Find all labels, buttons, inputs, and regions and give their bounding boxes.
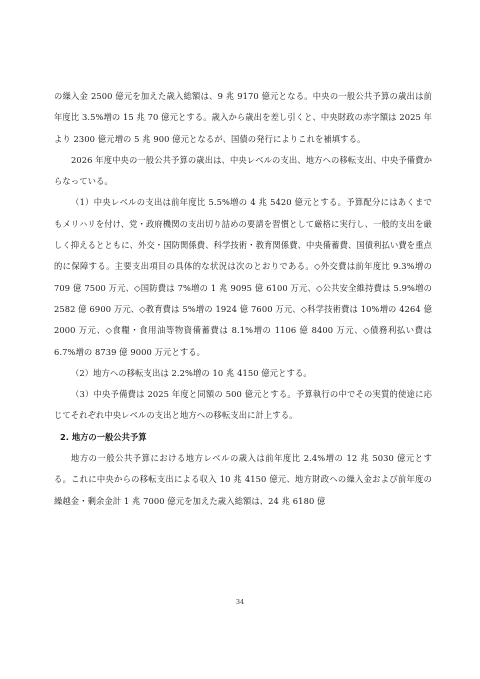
page-body [54,86,432,512]
section-heading: 2. 地方の一般公共予算 [60,431,147,442]
paragraph-local-budget: 地方の一般公共予算における地方レベルの歳入は前年度比 2.4%増の 12 兆 5030 億元とする。これに中央からの移転支出による収入 10 兆 4150 億元、地方財政への繰入金および前年度の繰越金・剰余金計 1 兆 7000 億元を加えた歳入総額は、24 兆 6180 億 [54,453,432,506]
paragraph-expenditure-overview: 2026 年度中央の一般公共予算の歳出は、中央レベルの支出、地方への移転支出、中央予備費からなっている。 [54,154,432,187]
paragraph-central-expenditure: （1）中央レベルの支出は前年度比 5.5%増の 4 兆 5420 億元とする。予算配分にはあくまでもメリハリを付け、党・政府機関の支出切り詰めの要請を習慣として厳格に実行し、一般的支出を厳しく抑えるとともに、外交・国防関係費、科学技術・教育関係費、中央備蓄費、国債利払い費を重点的に保障する。主要支出項目の具体的な状況は次のとおりである。◇外交費は前年度比 9.3%増の 709 億 7500 万元、◇国防費は 7%増の 1 兆 9095 億 6100 万元、◇公共安全維持費は 5.9%増の 2582 億 6900 万元、◇教育費は 5%増の 1924 億 7600 万元、◇科学技術費は 10%増の 4264 億 2000 万元、◇食糧・食用油等物資備蓄費は 8.1%増の 1106 億 8400 万元、◇債務利払い費は 6.7%増の 8739 億 9000 万元とする。 [54,197,432,357]
paragraph-transfer-expenditure: （2）地方への移転支出は 2.2%増の 10 兆 4150 億元とする。 [71,367,312,378]
page-number: 34 [235,598,245,606]
paragraph-reserve-fund: （3）中央予備費は 2025 年度と同額の 500 億元とする。予算執行の中でその実質的使途に応じてそれぞれ中央レベルの支出と地方への移転支出に計上する。 [54,389,432,421]
paragraph-revenue-total: の繰入金 2500 億元を加えた歳入総額は、9 兆 9170 億元となる。中央の一般公共予算の歳出は前年度比 3.5%増の 15 兆 70 億元とする。歳入から歳出を差し引くと、中央財政の赤字額は 2025 年より 2300 億元増の 5 兆 900 億元となるが、国債の発行によりこれを補填する。 [54,91,432,144]
